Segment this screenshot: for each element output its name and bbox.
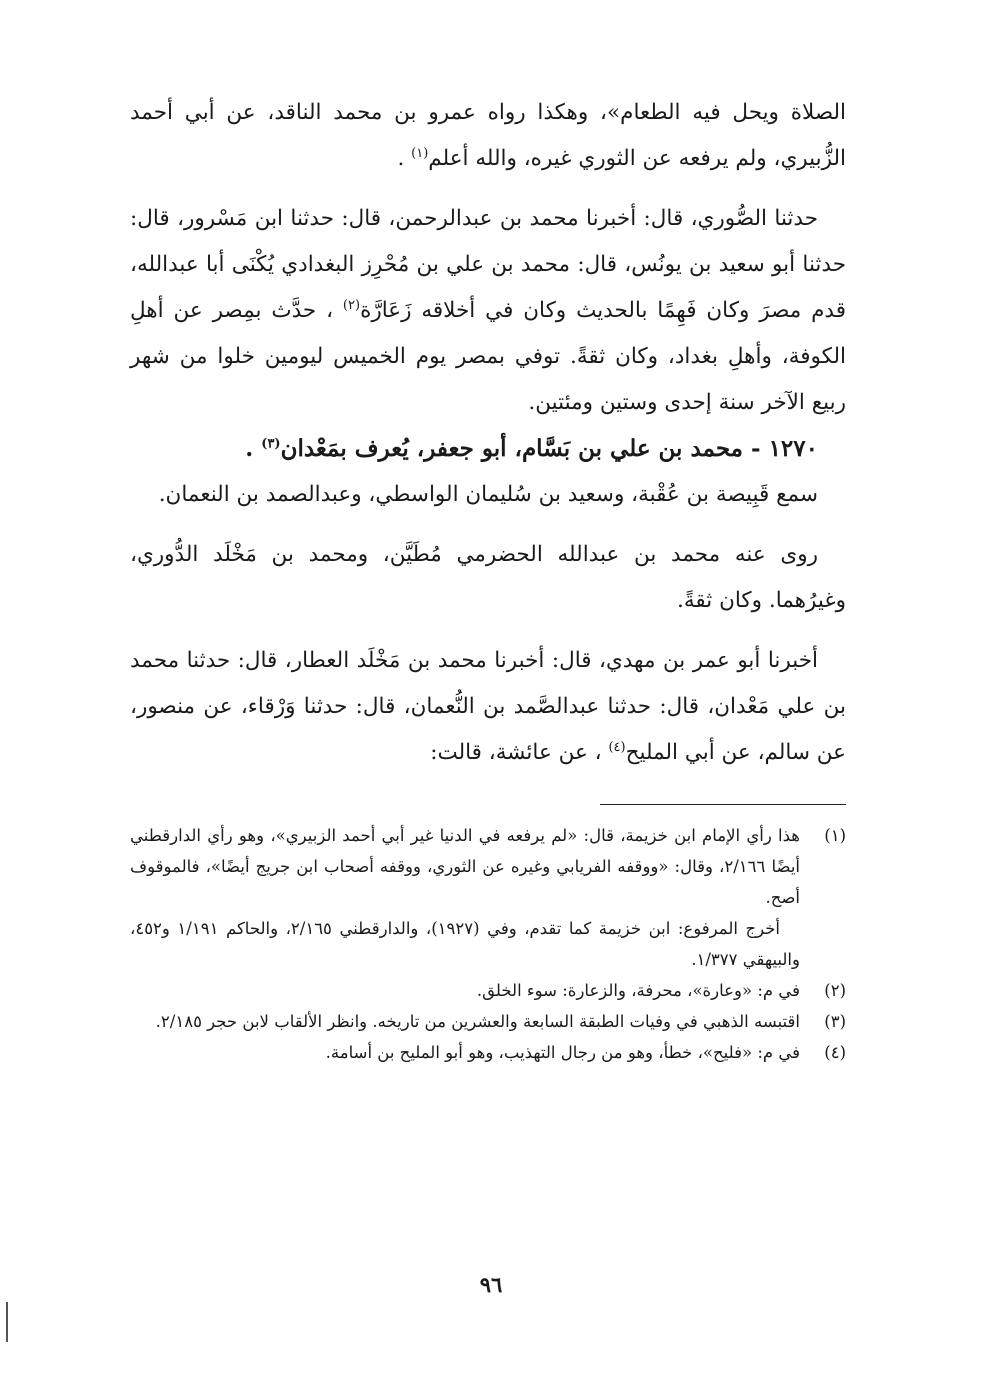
footnote-number: (٣) xyxy=(824,1012,846,1031)
heading-tail: . xyxy=(245,435,262,462)
paragraph-students: روى عنه محمد بن عبدالله الحضرمي مُطَيَّن، ومحمد بن مَخْلَد الدُّوري، وغيرُهما. وكان ثقةً. xyxy=(130,542,846,613)
footnote-text: في م: «فليح»، خطأ، وهو من رجال التهذيب، وهو أبو المليح بن أسامة. xyxy=(325,1043,800,1062)
footnote-body xyxy=(130,1006,800,1037)
paragraph-text: ، عن عائشة، قالت: xyxy=(430,740,609,765)
footnote-text: هذا رأي الإمام ابن خزيمة، قال: «لم يرفعه في الدنيا غير أبي أحمد الزبيري»، وهو رأي الدارقطني أيضًا ٢/١٦٦، وقال: «ووقفه الفريابي وغيره عن الثوري، ووقفه أصحاب ابن جريج أيضًا»، فالموقوف أصح. xyxy=(130,826,800,907)
main-text xyxy=(130,90,846,776)
footnote-text: أخرج المرفوع: ابن خزيمة كما تقدم، وفي (١٩٢٧)، والدارقطني ٢/١٦٥، والحاكم ١/١٩١ و٤٥٢، والبيهقي ١/٣٧٧. xyxy=(130,919,800,969)
footnote-ref: (٢) xyxy=(342,297,361,313)
footnotes xyxy=(130,820,846,1068)
footnote-separator xyxy=(600,804,846,805)
paragraph-text: أخبرنا أبو عمر بن مهدي، قال: أخبرنا محمد بن مَخْلَد العطار، قال: حدثنا محمد بن علي مَعْدان، قال: حدثنا عبدالصَّمد بن النُّعمان، قال: حدثنا وَرْقاء، عن منصور، عن سالم، عن أبي المليح xyxy=(130,648,846,765)
paragraph-teachers: سمع قَبِيصة بن عُقْبة، وسعيد بن سُليمان الواسطي، وعبدالصمد بن النعمان. xyxy=(158,482,818,507)
scan-edge-mark xyxy=(6,1302,8,1342)
footnote-3 xyxy=(130,1006,846,1037)
paragraph-biography xyxy=(130,196,846,426)
paragraph-isnad xyxy=(130,638,846,776)
footnote-4 xyxy=(130,1037,846,1068)
footnote-number: (١) xyxy=(824,826,846,845)
paragraph-text: الصلاة ويحل فيه الطعام»، وهكذا رواه عمرو بن محمد الناقد، عن أبي أحمد الزُّبيري، ولم يرفعه عن الثوري غيره، والله أعلم xyxy=(130,100,846,171)
footnote-ref: (٤) xyxy=(608,739,626,755)
paragraph-text: حدثنا الصُّوري، قال: أخبرنا محمد بن عبدالرحمن، قال: حدثنا ابن مَسْرور، قال: حدثنا أبو سعيد بن يونُس، قال: محمد بن علي بن مُحْرِز البغدادي يُكْنَى أبا عبدالله، قدم مصرَ وكان فَهِمًا بالحديث وكان في أخلاقه زَعَارَّة xyxy=(130,206,846,323)
footnote-number: (٢) xyxy=(824,981,846,1000)
footnote-text: اقتبسه الذهبي في وفيات الطبقة السابعة والعشرين من تاريخه. وانظر الألقاب لابن حجر ٢/١٨٥. xyxy=(155,1012,800,1031)
paragraph-text: ، حدَّث بمِصر عن أهلِ الكوفة، وأهلِ بغداد، وكان ثقةً. توفي بمصر يوم الخميس ليومين خلوا من شهر ربيع الآخر سنة إحدى وستين ومئتين. xyxy=(130,298,846,415)
paragraph-continuation xyxy=(130,90,846,182)
footnote-body xyxy=(130,820,800,975)
footnote-2 xyxy=(130,975,846,1006)
page-number: ٩٦ xyxy=(479,1272,503,1297)
footnote-ref: (٣) xyxy=(261,436,281,452)
footnote-number: (٤) xyxy=(824,1043,846,1062)
footnote-text: في م: «وعارة»، محرفة، والزعارة: سوء الخلق. xyxy=(476,981,800,1000)
footnote-body xyxy=(130,1037,800,1068)
heading-text: ١٢٧٠ - محمد بن علي بن بَسَّام، أبو جعفر، يُعرف بمَعْدان xyxy=(280,435,818,462)
footnote-ref: (١) xyxy=(411,145,429,161)
footnote-body xyxy=(130,975,800,1006)
paragraph-tail: . xyxy=(397,146,412,171)
entry-heading xyxy=(130,426,846,472)
footnote-1 xyxy=(130,820,846,975)
